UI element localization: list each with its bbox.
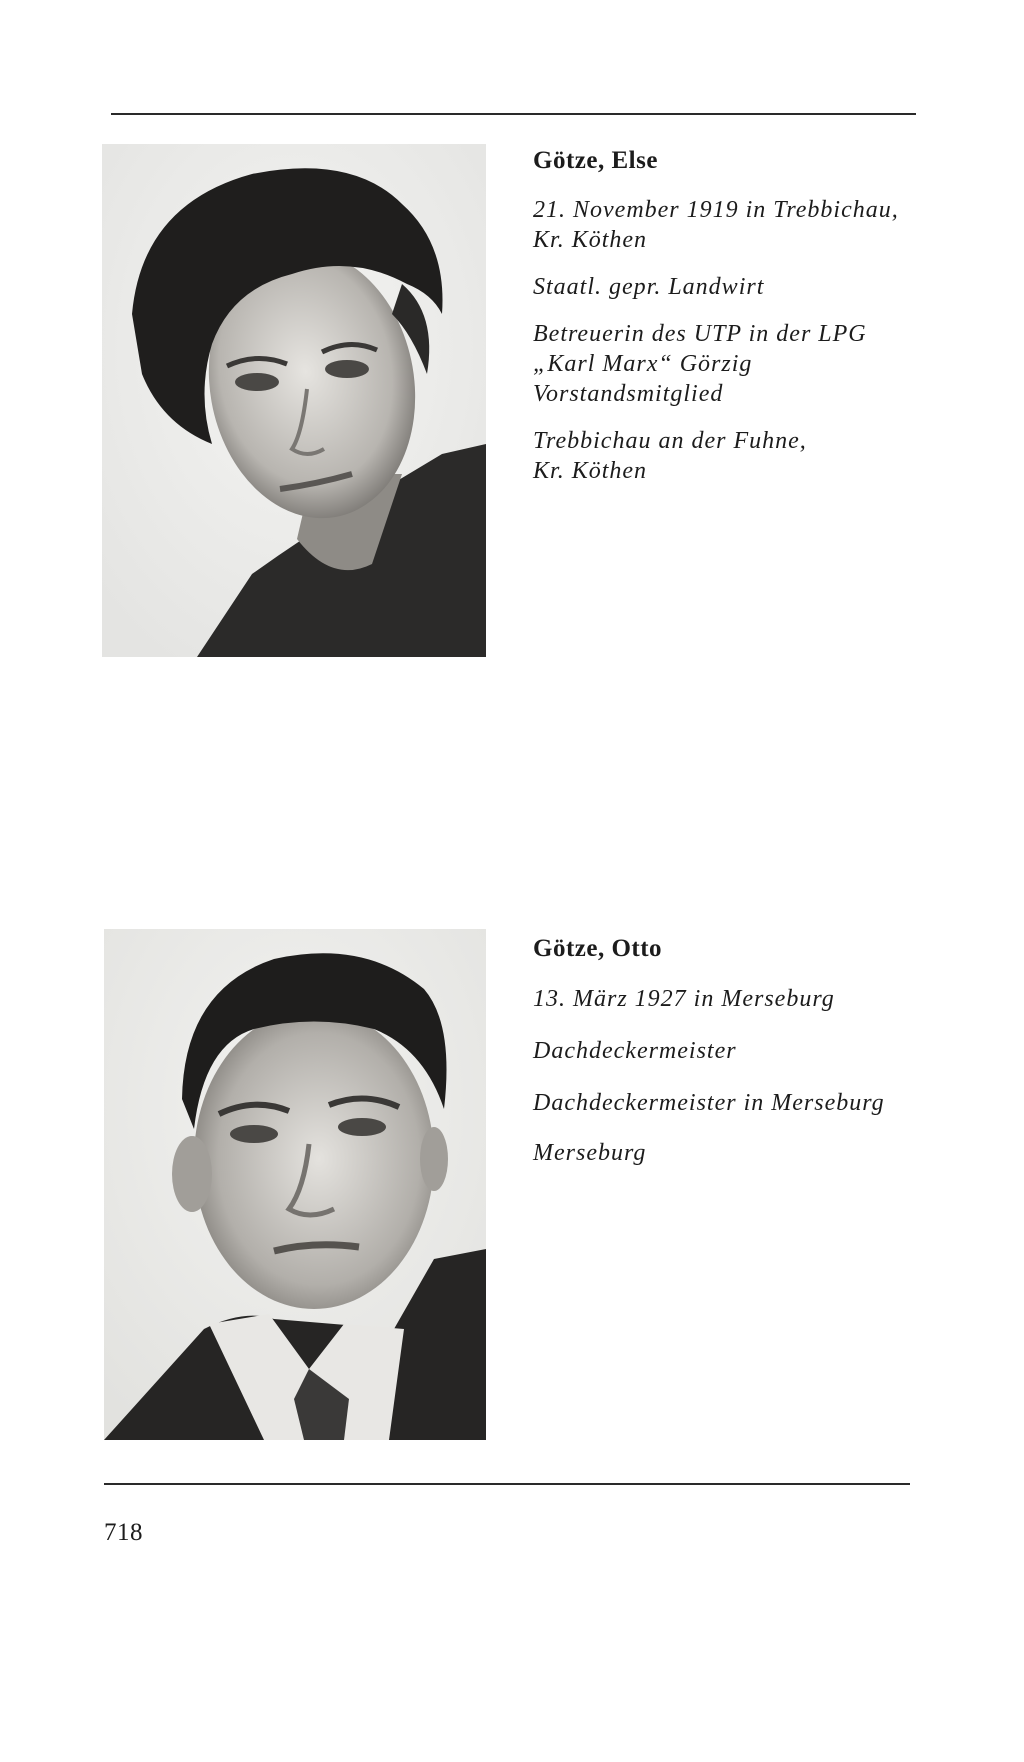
person-name: Götze, Else [533,147,658,174]
portrait-photo-otto-goetze [104,929,486,1440]
role-line: Dachdeckermeister in Merseburg [533,1090,885,1116]
occupation-role [533,1088,933,1118]
residence [533,426,933,486]
person-name: Götze, Otto [533,935,663,962]
birth-line: Kr. Köthen [533,227,648,253]
top-rule [111,113,916,115]
profession-line: Dachdeckermeister [533,1038,737,1064]
address-line: Kr. Köthen [533,458,648,484]
residence [533,1138,933,1168]
birth-info [533,984,933,1014]
role-line: Vorstandsmitglied [533,381,724,407]
profession-line: Staatl. gepr. Landwirt [533,274,765,300]
page-number: 718 [104,1519,143,1546]
birth-line: 13. März 1927 in Merseburg [533,986,835,1012]
biography-entry [533,146,933,486]
portrait-photo-else-goetze [102,144,486,657]
address-line: Merseburg [533,1140,647,1166]
role-line: „Karl Marx“ Görzig [533,351,753,377]
birth-line: 21. November 1919 in Trebbichau, [533,197,899,223]
address-line: Trebbichau an der Fuhne, [533,428,807,454]
biography-entry [533,934,933,1168]
profession [533,1036,933,1066]
bottom-rule [104,1483,910,1485]
profession [533,272,933,302]
occupation-role [533,319,933,409]
birth-info [533,195,933,255]
role-line: Betreuerin des UTP in der LPG [533,321,867,347]
